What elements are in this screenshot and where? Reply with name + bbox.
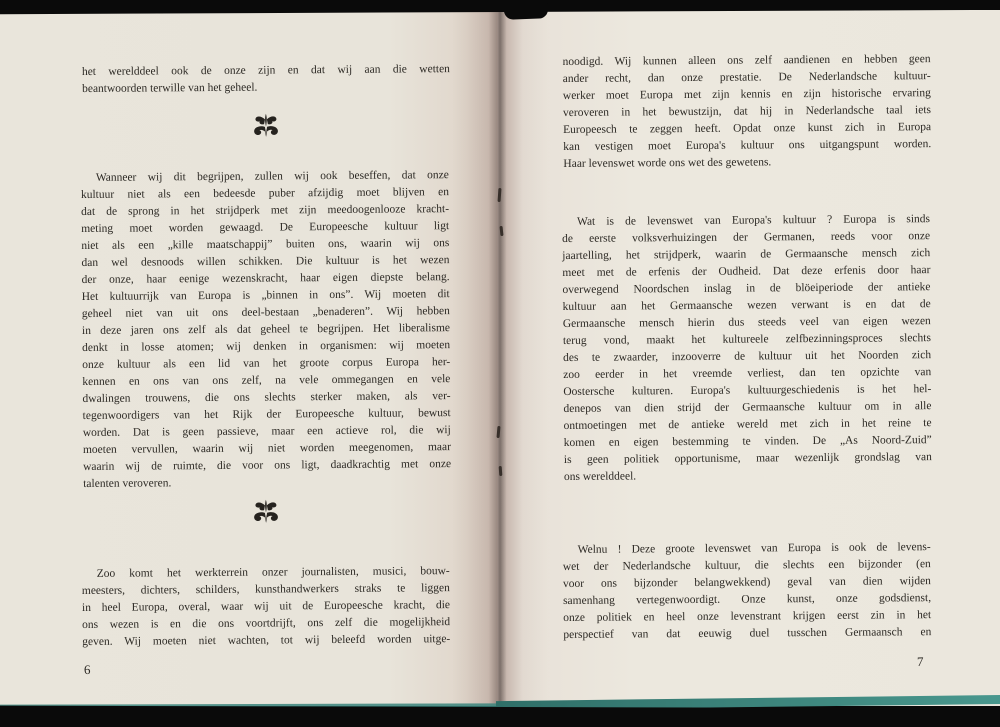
text-line: tegenwoordigers van het Rijk der Europeesche kultuur, bewust xyxy=(82,407,451,422)
text-line: ons wezen is en die ons voortdrijft, ons zelf die mogelijkheid xyxy=(82,616,451,631)
text-line: onze kultuur als een lid van het groote corpus Europa her- xyxy=(82,356,451,371)
text-line: kan vestigen moet Europa's kultuur ons uitgangspunt worden. xyxy=(563,138,932,153)
text-line: geheel niet van uit ons deel-bestaan „benaderen”. Wij hebben xyxy=(81,305,450,321)
text-line: der onze, haar eenige wezenskracht, haar eigen diepste belang. xyxy=(81,271,450,287)
text-line: werker moet Europa met zijn kennis en zijn historische ervaring xyxy=(562,87,931,103)
fleuron-icon xyxy=(82,111,450,147)
text-line: noodigd. Wij kunnen alleen ons zelf aandienen en hebben geen xyxy=(562,53,931,69)
text-line: Het kultuurrijk van Europa is „binnen in ons”. Wij moeten dit xyxy=(81,288,450,304)
text-line: dat de sprong in het strijdperk met zijn meedoogenlooze kracht- xyxy=(81,203,450,219)
text-line: meet met de erfenis der Oudheid. Dat deze erfenis door haar xyxy=(562,264,931,280)
text-line: niet als een „kille maatschappij” buiten ons, waarin wij ons xyxy=(81,237,450,253)
text-line: meting moet worden gewaagd. De Europeesche kultuur ligt xyxy=(81,220,450,236)
text-line: het werelddeel ook de onze zijn en dat wij aan die wetten xyxy=(81,63,450,79)
text-line: Europeesch te zeggen heeft. Opdat onze kunst zich in Europa xyxy=(563,121,932,136)
text-line: kultuur aan het Germaansche wezen verwant is en dat de xyxy=(562,298,931,314)
text-line: Haar levenswet worde ons wet des gewetens. xyxy=(563,156,772,170)
text-line: overwegend Noordschen inslag in de blöeiperiode der antieke xyxy=(562,281,931,297)
text-line: komen en eigen bestemming te vinden. De „As Noord-Zuid” xyxy=(563,434,932,449)
text-line: terug vond, maakt het kultureele zelfbezinningsproces slechts xyxy=(562,332,931,348)
text-line: talenten veroveren. xyxy=(83,477,172,490)
book-page-right xyxy=(497,10,1000,706)
text-line: beantwoorden terwille van het geheel. xyxy=(82,81,258,95)
spine-top-notch xyxy=(504,3,548,20)
text-line: dwalingen trouwens, die ons slechts sterker maken, als ver- xyxy=(82,390,451,405)
text-line: kennen en ons van ons zelf, na vele ommegangen en vele xyxy=(82,373,451,388)
text-line: samenhang vertegenwoordigt. Onze kunst, onze godsdienst, xyxy=(563,592,932,607)
fleuron-icon xyxy=(82,497,450,533)
text-line: jaartelling, het strijdperk, waarin de Germaansche mensch zich xyxy=(562,247,931,263)
text-line: Welnu ! Deze groote levenswet van Europa is ook de levens- xyxy=(577,541,931,556)
text-line: worden. Dat is geen passieve, maar een actieve rol, die wij xyxy=(82,424,451,439)
text-line: wet der Nederlandsche kultuur, die slechts een bijzonder (en xyxy=(562,558,931,574)
text-line: voor ons bijzonder belangwekkend) geval van dien wijden xyxy=(562,575,931,591)
text-line: moeten vervullen, waarin wij niet worden meegenomen, maar xyxy=(82,441,451,456)
page-number: 6 xyxy=(83,661,91,678)
text-line: dan wel desnoods willen schikken. Die kultuur is het wezen xyxy=(81,254,450,270)
text-line: de eerste volksverhuizingen der Germanen, reeds voor onze xyxy=(562,230,931,246)
book-page-left xyxy=(0,10,497,706)
paragraph xyxy=(563,539,932,644)
text-line: ontmoetingen met de antieke wereld met zich in het reine te xyxy=(563,417,932,432)
text-line: ons werelddeel. xyxy=(563,470,637,483)
text-line: waarin wij de ruimte, die voor ons ligt, daadkrachtig met onze xyxy=(83,458,452,473)
text-line: zoo eerder in het vreemde verliest, dan ten opzichte van xyxy=(563,366,932,381)
text-line: Wat is de levenswet van Europa's kultuur ? Europa is sinds xyxy=(576,213,931,228)
text-line: Germaansche mensch hierin dus steeds veel van eigen wezen xyxy=(562,315,931,331)
text-line: in heel Europa, overal, waar wij uit de Europeesche kracht, die xyxy=(81,599,451,614)
photo-edge-bottom xyxy=(0,706,1000,727)
text-line: onze politiek en heel onze levenstrant krijgen eerst zin in het xyxy=(563,609,932,624)
paragraph xyxy=(82,61,450,98)
text-line: geven. Wij moeten niet wachten, tot wij beleefd worden uitge- xyxy=(82,633,451,648)
text-line: in deze jaren ons zelf als dat geheel te begrijpen. Het liberalisme xyxy=(81,322,451,337)
paragraph xyxy=(563,51,932,173)
text-line: Oostersche kulturen. Europa's kultuurgeschiedenis is het hel- xyxy=(563,383,932,398)
text-line: Wanneer wij dit begrijpen, zullen wij ook beseffen, dat onze xyxy=(95,169,449,184)
text-line: veroveren in het bewustzijn, dat hij in Nederlandsche taal iets xyxy=(562,104,932,119)
text-line: kultuur niet als een bedeesde puber afzijdig moet blijven en xyxy=(80,186,449,202)
paragraph xyxy=(562,211,932,486)
paragraph xyxy=(82,563,451,651)
text-line: ander recht, dan onze prestatie. De Nederlandsche kultuur- xyxy=(562,70,931,86)
text-line: denkt in losse atomen; wij denken in organismen: wij moeten xyxy=(82,339,451,354)
binding-stitch xyxy=(499,466,503,476)
text-line: des te zwaarder, inzooverre de kultuur uit het Noorden zich xyxy=(563,349,932,364)
paragraph xyxy=(81,167,452,493)
text-line: is geen politiek opportunisme, maar wezenlijk grondslag van xyxy=(563,451,932,466)
page-number: 7 xyxy=(916,653,924,670)
text-line: meesters, dichters, schilders, kunsthandwerkers straks te liggen xyxy=(81,582,450,598)
text-line: Zoo komt het werkterrein onzer journalisten, musici, bouw- xyxy=(96,565,450,580)
text-line: perspectief van dat eeuwig duel tusschen Germaansch en xyxy=(563,626,932,641)
text-line: denepos van dien strijd der Germaansche kultuur om in alle xyxy=(563,400,932,415)
